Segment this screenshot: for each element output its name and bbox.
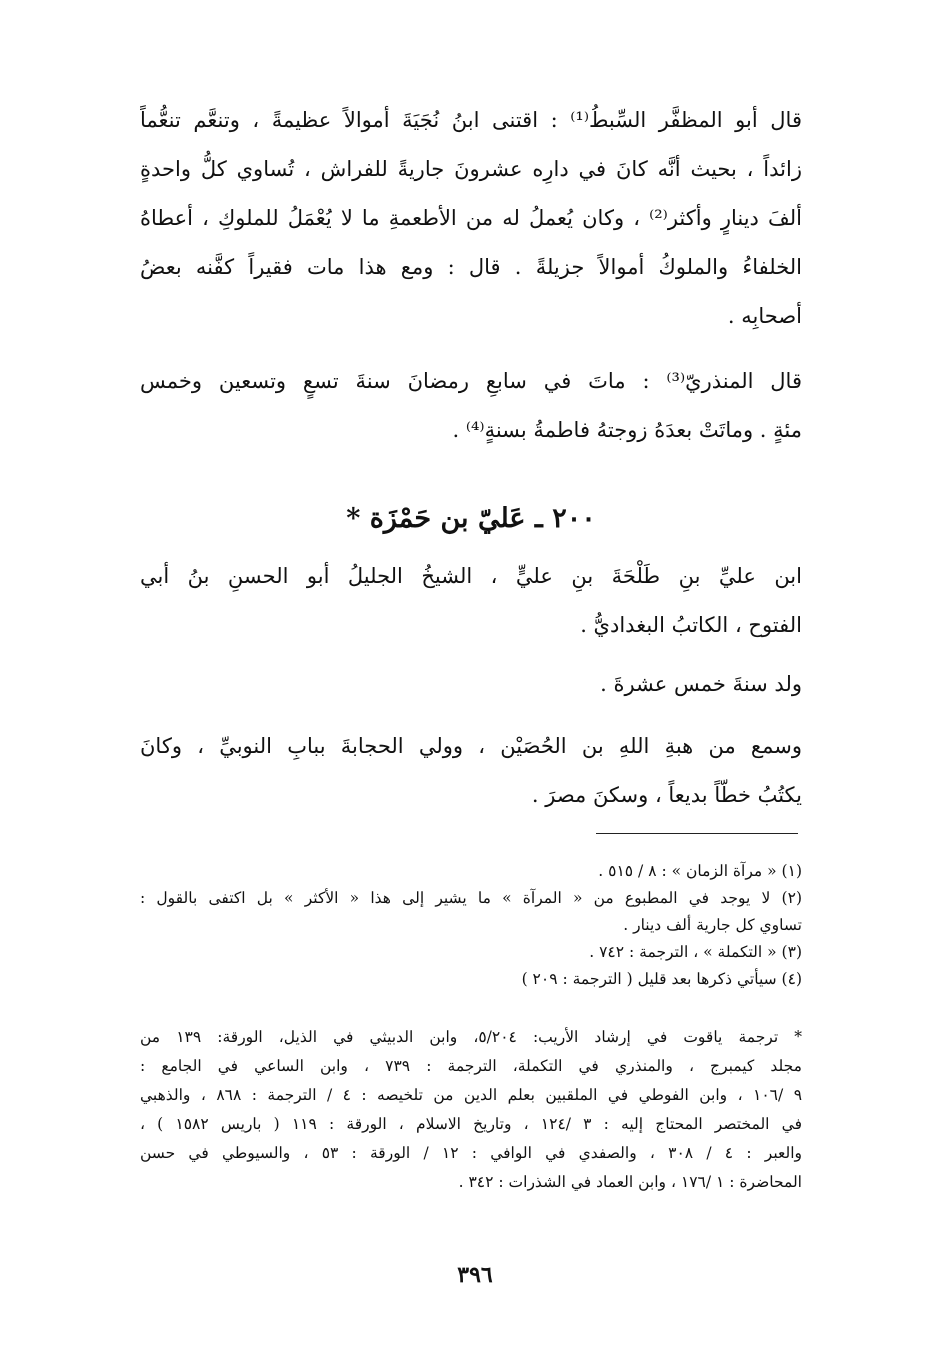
source-line: * ترجمة ياقوت في إرشاد الأريب: ٥/٢٠٤، وابن الدبيثي في الذيل، الورقة: ١٣٩ من <box>140 1028 802 1046</box>
paragraph-death-date <box>140 357 802 455</box>
source-line: المحاضرة : ١ /١٧٦ ، وابن العماد في الشذرات : ٣٤٢ . <box>458 1173 802 1191</box>
footnotes <box>140 858 802 993</box>
entry-heading: ٢٠٠ ـ عَليّ بن حَمْزَة * <box>346 503 596 534</box>
text-line: قال أبو المظفَّر السِّبطُ⁽¹⁾ : اقتنى ابنُ نُجَيَةَ أموالاً عظيمةً ، وتنعَّم تنعُّماً <box>140 108 802 132</box>
text-line: الخلفاءُ والملوكُ أموالاً جزيلةً . قال : ومع هذا مات فقيراً كفَّنه بعضُ <box>140 255 802 279</box>
source-line: والعبر : ٤ / ٣٠٨ ، والصفدي في الوافي : ١٢ / الورقة : ٥٣ ، والسيوطي في حسن <box>140 1144 802 1162</box>
paragraph-birth <box>140 660 802 709</box>
text-line: ألفَ دينارٍ وأكثر⁽²⁾ ، وكان يُعملُ له من الأطعمةِ ما لا يُعْمَلُ للملوكِ ، أعطاهُ <box>140 206 802 230</box>
text-line: أصحابِه . <box>727 304 802 328</box>
footnote-line: (١) « مرآة الزمان » : ٨ / ٥١٥ . <box>598 862 802 880</box>
paragraph-lineage <box>140 552 802 650</box>
footnote-line: تساوي كل جارية ألف دينار . <box>623 916 802 934</box>
biographical-sources-note <box>140 1023 802 1197</box>
footnote-line: (٤) سيأتي ذكرها بعد قليل ( الترجمة : ٢٠٩ ) <box>521 970 802 988</box>
text-line: وسمع من هبةِ اللهِ بن الحُصَيْن ، وولي الحجابةَ ببابِ النوبيِّ ، وكانَ <box>140 734 802 758</box>
text-line: ابن عليِّ بنِ طَلْحَةَ بنِ عليٍّ ، الشيخُ الجليلُ أبو الحسنِ بنُ أبي <box>140 564 802 588</box>
text-line: الفتوح ، الكاتبُ البغداديُّ . <box>580 613 802 637</box>
source-line: في المختصر المحتاج إليه : ٣ /١٢٤ ، وتاريخ الاسلام ، الورقة : ١١٩ ( باريس ١٥٨٢ ) ، <box>140 1115 802 1133</box>
text-line: قال المنذريّ⁽³⁾ : ماتَ في سابعِ رمضانَ سنةَ تسعٍ وتسعين وخمس <box>140 369 802 393</box>
source-line: مجلد كيمبرج ، والمنذري في التكملة، الترجمة : ٧٣٩ ، وابن الساعي في الجامع : <box>140 1057 802 1075</box>
footnote-line: (٢) لا يوجد في المطبوع من « المرآة » ما يشير إلى هذا « الأكثر » بل اكتفى بالقول : <box>140 889 802 907</box>
paragraph-career <box>140 722 802 820</box>
text-line: مئةٍ . وماتَتْ بعدَهُ زوجتهُ فاطمةُ بسنةٍ⁽⁴⁾ . <box>452 418 802 442</box>
page-number: ٣٩٦ <box>457 1262 493 1288</box>
paragraph-ibn-najiya-wealth <box>140 96 802 341</box>
footnote-divider <box>596 833 798 834</box>
text-line: يكتُبُ خطّاً بديعاً ، وسكنَ مصرَ . <box>531 783 802 807</box>
footnote-line: (٣) « التكملة » ، الترجمة : ٧٤٢ . <box>589 943 802 961</box>
text-line: ولد سنةَ خمس عشرةَ . <box>600 672 802 696</box>
source-line: ٩ /١٠٦ ، وابن الفوطي في الملقبين بعلم الدين من تلخيصه : ٤ / الترجمة : ٨٦٨ ، والذهبي <box>140 1086 802 1104</box>
text-line: زائداً ، بحيث أنَّه كانَ في دارِه عشرونَ جاريةً للفراش ، تُساوي كلُّ واحدةٍ <box>140 157 802 181</box>
